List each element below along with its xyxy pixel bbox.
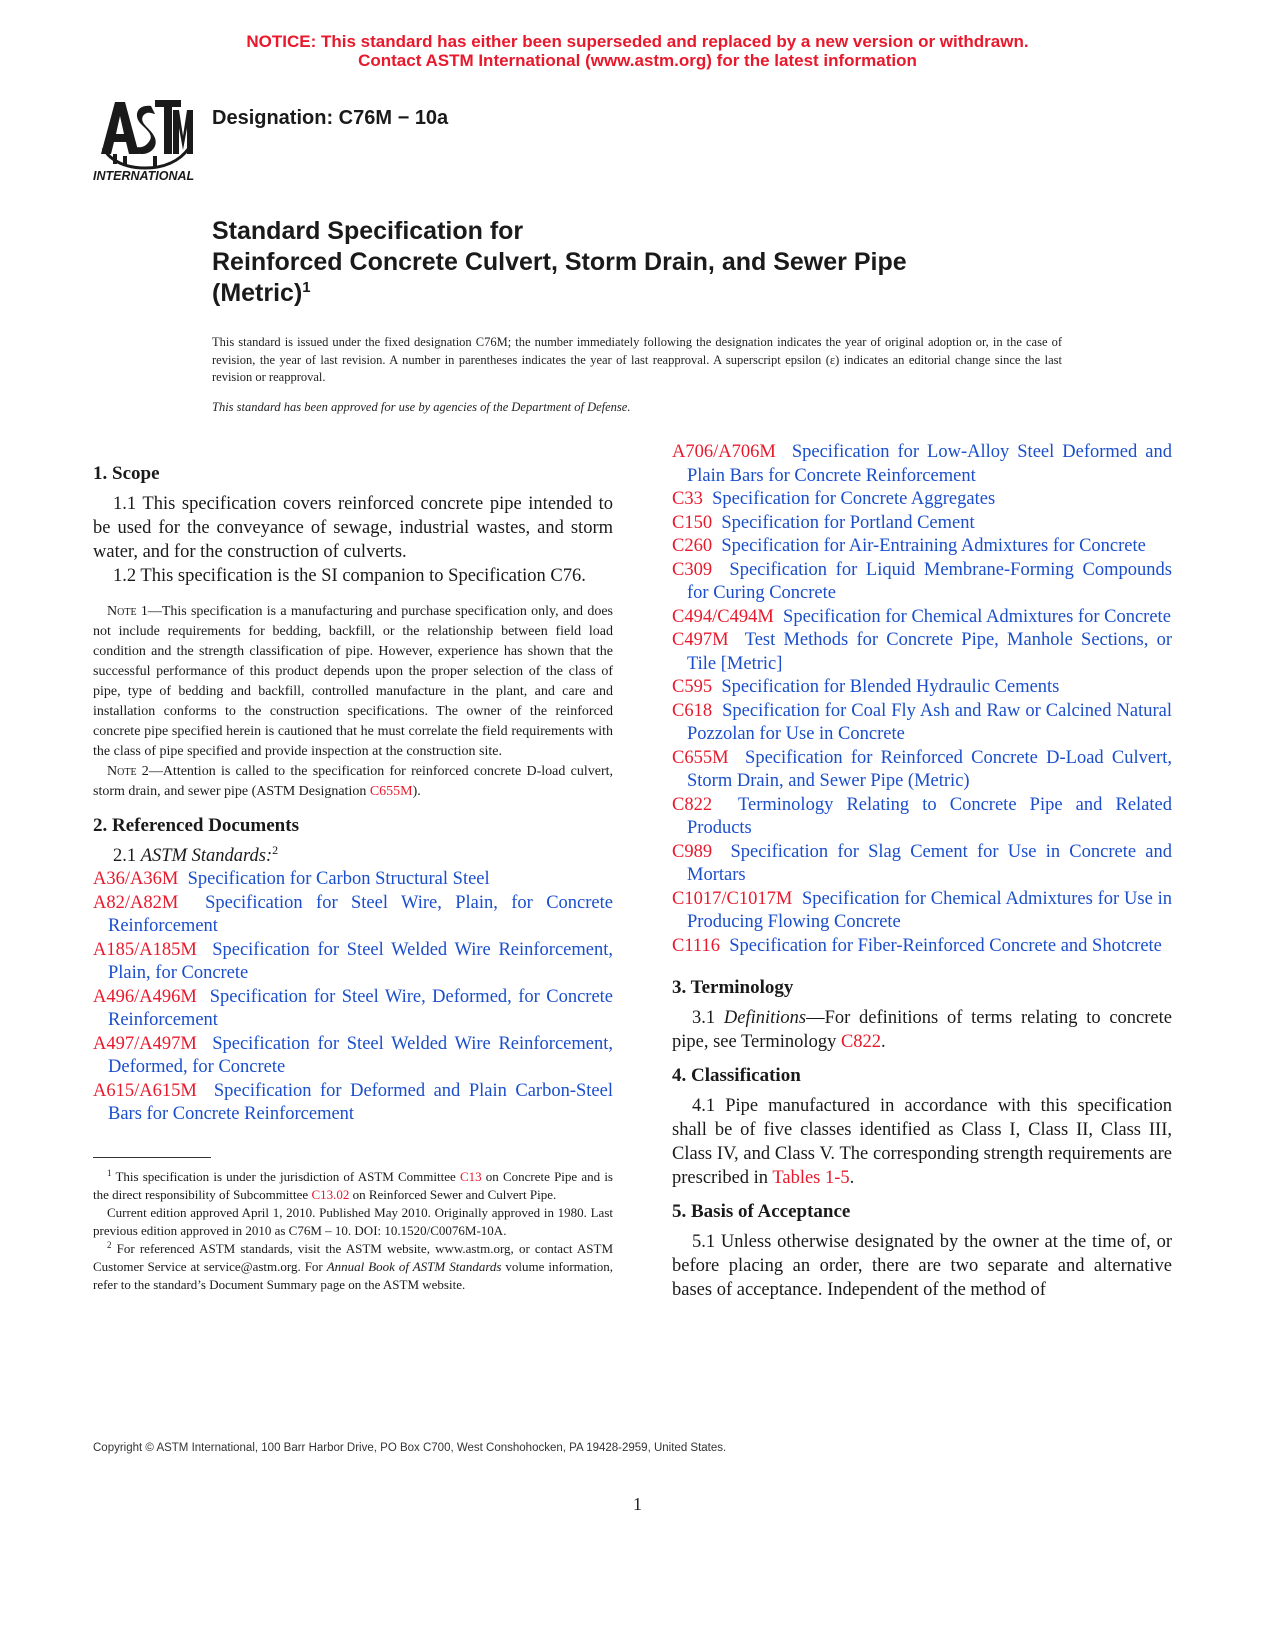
acceptance-5-1: 5.1 Unless otherwise designated by the owner at the time of, or before placing an order, there are two separate and alternative bases of acceptance. Independent of the method of bbox=[672, 1232, 1172, 1300]
reference-item bbox=[672, 794, 1172, 841]
reference-title-link[interactable]: Specification for Chemical Admixtures for Use in Producing Flowing Concrete bbox=[687, 888, 1173, 932]
notice-line-1: NOTICE: This standard has either been superseded and replaced by a new version or withdrawn. bbox=[246, 32, 1029, 51]
reference-title-link[interactable]: Terminology Relating to Concrete Pipe and Related Products bbox=[687, 794, 1173, 838]
section-classification-heading: 4. Classification bbox=[672, 1065, 801, 1086]
reference-designation-link[interactable]: A82/A82M bbox=[93, 892, 179, 913]
title-metric: (Metric) bbox=[212, 279, 303, 307]
astm-standards-label bbox=[93, 844, 613, 868]
reference-designation-link[interactable]: A36/A36M bbox=[93, 869, 179, 889]
reference-designation-link[interactable]: C618 bbox=[672, 700, 713, 721]
fn2-marker: 2 bbox=[107, 1239, 112, 1250]
reference-title-link[interactable]: Specification for Portland Cement bbox=[721, 512, 975, 533]
reference-designation-link[interactable]: C494/C494M bbox=[672, 606, 774, 627]
term-link-c822[interactable]: C822 bbox=[840, 1032, 882, 1052]
reference-designation-link[interactable]: A706/A706M bbox=[672, 442, 776, 462]
reference-item bbox=[672, 841, 1172, 888]
reference-designation-link[interactable]: A615/A615M bbox=[93, 1080, 197, 1101]
referenced-standards-list-left bbox=[93, 868, 613, 1127]
reference-title-link[interactable]: Specification for Blended Hydraulic Cements bbox=[721, 677, 1060, 697]
title-footnote-ref[interactable]: 1 bbox=[302, 279, 311, 296]
stds-footnote-ref[interactable]: 2 bbox=[272, 843, 279, 857]
reference-item bbox=[672, 512, 1172, 536]
fn2-annual-book: Annual Book of ASTM Standards bbox=[326, 1258, 502, 1274]
reference-designation-link[interactable]: C989 bbox=[672, 841, 713, 862]
right-column bbox=[672, 441, 1172, 1302]
reference-item bbox=[672, 700, 1172, 747]
astm-international-logo bbox=[93, 92, 197, 184]
reference-title-link[interactable]: Specification for Air-Entraining Admixtures for Concrete bbox=[721, 536, 1146, 556]
reference-designation-link[interactable]: C1017/C1017M bbox=[672, 888, 793, 909]
reference-designation-link[interactable]: C655M bbox=[672, 747, 729, 768]
reference-title-link[interactable]: Specification for Chemical Admixtures for Concrete bbox=[783, 606, 1171, 627]
reference-title-link[interactable]: Specification for Carbon Structural Steel bbox=[187, 869, 490, 889]
reference-item bbox=[672, 747, 1172, 794]
reference-title-link[interactable]: Test Methods for Concrete Pipe, Manhole Sections, or Tile [Metric] bbox=[687, 630, 1172, 674]
reference-item bbox=[672, 935, 1172, 959]
reference-designation-link[interactable]: C497M bbox=[672, 630, 729, 650]
left-column bbox=[93, 462, 613, 1294]
note-1 bbox=[93, 602, 613, 762]
reference-item bbox=[93, 1080, 613, 1127]
reference-designation-link[interactable]: C260 bbox=[672, 536, 713, 556]
reference-item bbox=[672, 606, 1172, 630]
section-refdocs-heading: 2. Referenced Documents bbox=[93, 815, 299, 836]
reference-item bbox=[93, 868, 613, 892]
reference-title-link[interactable]: Specification for Steel Wire, Plain, for Concrete Reinforcement bbox=[108, 892, 613, 936]
note-1-text: —This specification is a manufacturing and purchase specification only, and does not include requirements for bedding, backfill, or the relationship between field load condition and the strength classification of pipe. However, experience has shown that the successful performance of this product depends upon the proper selection of the class of pipe, type of bedding and backfill, controlled manufacture in the plant, and care and installation conforms to the construction specifications. The owner of the reinforced concrete pipe specified herein is cautioned that he must correlate the field requirements with the class of pipe specified and provide inspection at the construction site. bbox=[93, 604, 613, 759]
footnote-1-edition: Current edition approved April 1, 2010. Published May 2010. Originally approved in 1980. Last previous edition approved in 2010 as C76M – 10. DOI: 10.1520/C0076M-10A. bbox=[93, 1204, 613, 1238]
reference-designation-link[interactable]: C595 bbox=[672, 677, 713, 697]
reference-item bbox=[672, 488, 1172, 512]
reference-designation-link[interactable]: C150 bbox=[672, 512, 713, 533]
reference-designation-link[interactable]: C33 bbox=[672, 489, 703, 509]
document-title bbox=[212, 216, 1112, 309]
reference-item bbox=[672, 559, 1172, 606]
referenced-standards-list-right bbox=[672, 441, 1172, 958]
designation: Designation: C76M − 10a bbox=[212, 107, 449, 129]
note-2 bbox=[93, 762, 613, 802]
reference-title-link[interactable]: Specification for Deformed and Plain Carbon-Steel Bars for Concrete Reinforcement bbox=[108, 1080, 613, 1124]
footnote-2 bbox=[93, 1240, 613, 1294]
section-scope-heading: 1. Scope bbox=[93, 463, 160, 484]
reference-item bbox=[672, 888, 1172, 935]
scope-1-2: 1.2 This specification is the SI companion to Specification C76. bbox=[113, 566, 586, 586]
class-text: 4.1 Pipe manufactured in accordance with this specification shall be of five classes identified as Class I, Class II, Class III, Class IV, and Class V. The corresponding strength requirements are prescribed in bbox=[672, 1096, 1172, 1188]
terminology-3-1 bbox=[672, 1006, 1172, 1054]
reference-item bbox=[672, 676, 1172, 700]
reference-item bbox=[93, 892, 613, 939]
title-line-3 bbox=[212, 278, 1112, 309]
reference-title-link[interactable]: Specification for Fiber-Reinforced Concrete and Shotcrete bbox=[729, 935, 1162, 956]
preamble-text: This standard is issued under the fixed designation C76M; the number immediately following the designation indicates the year of original adoption or, in the case of revision, the year of last revision. A number in parentheses indicates the year of last reapproval. A superscript epsilon (ε) indicates an editorial change since the last revision or reapproval. bbox=[212, 335, 1062, 384]
reference-title-link[interactable]: Specification for Concrete Aggregates bbox=[712, 489, 996, 509]
logo-wordmark: INTERNATIONAL bbox=[93, 169, 195, 183]
reference-item bbox=[93, 939, 613, 986]
dod-approval: This standard has been approved for use by agencies of the Department of Defense. bbox=[212, 399, 631, 414]
reference-designation-link[interactable]: A496/A496M bbox=[93, 986, 197, 1007]
reference-designation-link[interactable]: C822 bbox=[672, 794, 713, 815]
copyright-footer: Copyright © ASTM International, 100 Barr Harbor Drive, PO Box C700, West Conshohocken, PA 19428-2959, United States. bbox=[93, 1442, 727, 1454]
class-end: . bbox=[849, 1168, 855, 1188]
stds-prefix: 2.1 bbox=[113, 846, 141, 866]
scope-1-1: 1.1 This specification covers reinforced concrete pipe intended to be used for the conveyance of sewage, industrial wastes, and storm water, and for the construction of culverts. bbox=[93, 494, 613, 562]
reference-item bbox=[672, 535, 1172, 559]
reference-item bbox=[93, 986, 613, 1033]
reference-item bbox=[93, 1033, 613, 1080]
fn1-text-a: This specification is under the jurisdiction of ASTM Committee bbox=[111, 1168, 460, 1184]
reference-title-link[interactable]: Specification for Steel Wire, Deformed, for Concrete Reinforcement bbox=[108, 986, 614, 1030]
title-line-2: Reinforced Concrete Culvert, Storm Drain, and Sewer Pipe bbox=[212, 248, 907, 276]
fn2-text-b: volume information, refer to the standard’s Document Summary page on the ASTM website. bbox=[93, 1258, 614, 1292]
reference-title-link[interactable]: Specification for Steel Welded Wire Reinforcement, Deformed, for Concrete bbox=[108, 1033, 613, 1077]
term-end: . bbox=[881, 1032, 886, 1052]
note-2-end: ). bbox=[412, 784, 421, 799]
reference-title-link[interactable]: Specification for Reinforced Concrete D-Load Culvert, Storm Drain, and Sewer Pipe (Metric) bbox=[687, 747, 1173, 791]
reference-title-link[interactable]: Specification for Liquid Membrane-Forming Compounds for Curing Concrete bbox=[687, 559, 1172, 603]
note-2-label: Note 2 bbox=[107, 764, 149, 779]
fn1-link-c13[interactable]: C13 bbox=[459, 1168, 482, 1184]
fn1-text-c: on Reinforced Sewer and Culvert Pipe. bbox=[349, 1186, 557, 1202]
reference-title-link[interactable]: Specification for Coal Fly Ash and Raw or Calcined Natural Pozzolan for Use in Concrete bbox=[687, 700, 1173, 744]
title-line-1: Standard Specification for bbox=[212, 217, 524, 245]
notice-line-2: Contact ASTM International (www.astm.org) for the latest information bbox=[358, 51, 917, 70]
page-number: 1 bbox=[633, 1494, 642, 1514]
section-acceptance-heading: 5. Basis of Acceptance bbox=[672, 1201, 851, 1222]
term-text: —For definitions of terms relating to concrete pipe, see Terminology bbox=[672, 1008, 1172, 1052]
reference-item bbox=[672, 629, 1172, 676]
fn1-marker: 1 bbox=[107, 1167, 112, 1178]
reference-designation-link[interactable]: A185/A185M bbox=[93, 939, 197, 960]
section-terminology-heading: 3. Terminology bbox=[672, 977, 794, 998]
reference-title-link[interactable]: Specification for Slag Cement for Use in Concrete and Mortars bbox=[687, 841, 1173, 885]
reference-title-link[interactable]: Specification for Low-Alloy Steel Deformed and Plain Bars for Concrete Reinforcement bbox=[687, 442, 1172, 486]
preamble bbox=[212, 334, 1062, 416]
withdrawal-notice bbox=[0, 32, 1275, 70]
reference-designation-link[interactable]: C309 bbox=[672, 559, 713, 580]
note-1-label: Note 1 bbox=[107, 604, 148, 619]
fn1-text-b: on Concrete Pipe and is the direct responsibility of Subcommittee bbox=[93, 1168, 613, 1202]
footnote-rule bbox=[93, 1157, 211, 1158]
reference-item bbox=[672, 441, 1172, 488]
term-label: Definitions bbox=[723, 1008, 807, 1028]
note-2-text: —Attention is called to the specification for reinforced concrete D-load culvert, storm drain, and sewer pipe (ASTM Designation bbox=[93, 764, 613, 799]
logo-mark bbox=[101, 100, 193, 168]
reference-designation-link[interactable]: A497/A497M bbox=[93, 1033, 197, 1054]
classification-4-1 bbox=[672, 1094, 1172, 1190]
fn1-link-c13-02[interactable]: C13.02 bbox=[311, 1186, 350, 1202]
reference-designation-link[interactable]: C1116 bbox=[672, 935, 720, 956]
reference-title-link[interactable]: Specification for Steel Welded Wire Reinforcement, Plain, for Concrete bbox=[108, 939, 613, 983]
stds-label: ASTM Standards: bbox=[140, 846, 273, 866]
class-link-tables[interactable]: Tables 1-5 bbox=[772, 1168, 850, 1188]
term-prefix: 3.1 bbox=[692, 1008, 724, 1028]
fn2-text-a: For referenced ASTM standards, visit the ASTM website, www.astm.org, or contact ASTM Customer Service at service@astm.org. For bbox=[93, 1240, 613, 1274]
footnote-1 bbox=[93, 1168, 613, 1204]
note-2-link-c655m[interactable]: C655M bbox=[369, 784, 413, 799]
